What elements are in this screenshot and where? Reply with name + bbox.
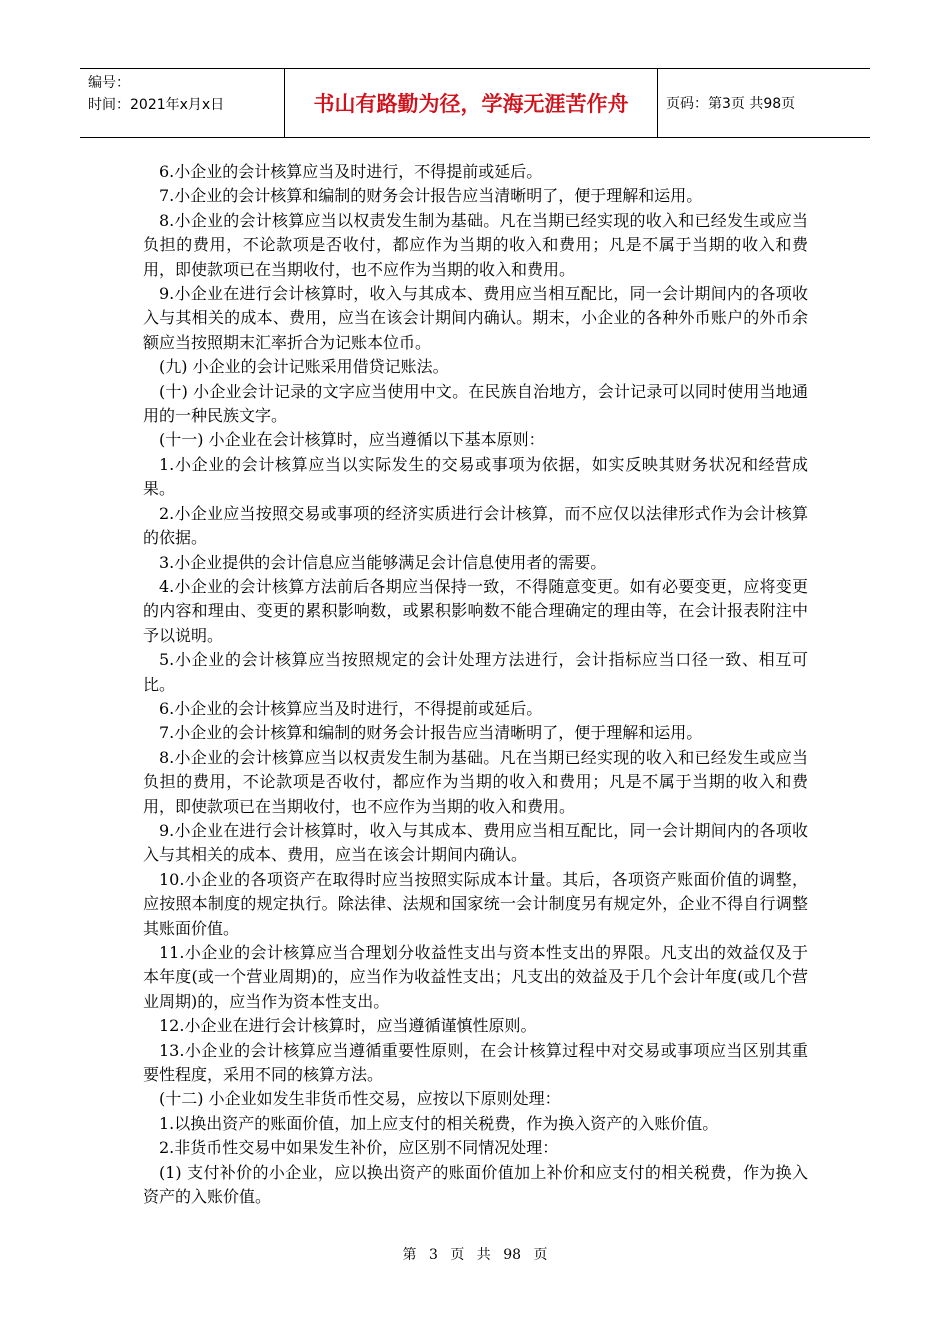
paragraph: (十二) 小企业如发生非货币性交易，应按以下原则处理： xyxy=(159,1089,561,1109)
paragraph: (十) 小企业会计记录的文字应当使用中文。在民族自治地方，会计记录可以同时使用当地通用的一种民族文字。 xyxy=(143,381,808,426)
paragraph: 7.小企业的会计核算和编制的财务会计报告应当清晰明了，便于理解和运用。 xyxy=(159,723,703,743)
header-motto: 书山有路勤为径，学海无涯苦作舟 xyxy=(284,69,658,137)
paragraph: 7.小企业的会计核算和编制的财务会计报告应当清晰明了，便于理解和运用。 xyxy=(159,186,703,206)
paragraph: 1.小企业的会计核算应当以实际发生的交易或事项为依据，如实反映其财务状况和经营成果。 xyxy=(143,454,808,499)
document-number-label: 编号： xyxy=(88,75,130,91)
paragraph: (十一) 小企业在会计核算时，应当遵循以下基本原则： xyxy=(159,430,545,450)
header-meta xyxy=(80,69,284,137)
paragraph: 11.小企业的会计核算应当合理划分收益性支出与资本性支出的界限。凡支出的效益仅及于本年度(或一个营业周期)的，应当作为收益性支出；凡支出的效益及于几个会计年度(或几个营业周期)的，应当作为资本性支出。 xyxy=(143,943,808,1011)
paragraph: 10.小企业的各项资产在取得时应当按照实际成本计量。其后，各项资产账面价值的调整，应按照本制度的规定执行。除法律、法规和国家统一会计制度另有规定外，企业不得自行调整其账面价值。 xyxy=(143,869,808,938)
footer-text: 页 xyxy=(533,1247,548,1263)
footer-total-pages: 98 xyxy=(503,1247,522,1263)
paragraph: 3.小企业提供的会计信息应当能够满足会计信息使用者的需要。 xyxy=(159,552,607,572)
paragraph: 4.小企业的会计核算方法前后各期应当保持一致，不得随意变更。如有必要变更，应将变更的内容和理由、变更的累积影响数，或累积影响数不能合理确定的理由等，在会计报表附注中予以说明。 xyxy=(143,576,808,645)
paragraph: 6.小企业的会计核算应当及时进行，不得提前或延后。 xyxy=(159,698,543,718)
paragraph: 8.小企业的会计核算应当以权责发生制为基础。凡在当期已经实现的收入和已经发生或应当负担的费用，不论款项是否收付，都应作为当期的收入和费用；凡是不属于当期的收入和费用，即使款项已在当期收付，也不应作为当期的收入和费用。 xyxy=(143,210,808,279)
paragraph: 2.非货币性交易中如果发生补价，应区别不同情况处理： xyxy=(159,1138,559,1158)
footer-text: 共 xyxy=(476,1247,491,1263)
header-page-number: 页码：第3页 共98页 xyxy=(666,96,796,112)
page-footer xyxy=(0,1244,950,1264)
paragraph: 1.以换出资产的账面价值，加上应支付的相关税费，作为换入资产的入账价值。 xyxy=(159,1113,719,1133)
paragraph: 2.小企业应当按照交易或事项的经济实质进行会计核算，而不应仅以法律形式作为会计核算的依据。 xyxy=(143,503,808,548)
paragraph: 9.小企业在进行会计核算时，收入与其成本、费用应当相互配比，同一会计期间内的各项收入与其相关的成本、费用，应当在该会计期间内确认。 xyxy=(143,820,808,865)
document-body xyxy=(143,160,808,1209)
paragraph: 9.小企业在进行会计核算时，收入与其成本、费用应当相互配比，同一会计期间内的各项收入与其相关的成本、费用，应当在该会计期间内确认。期末，小企业的各种外币账户的外币余额应当按照期末汇率折合为记账本位币。 xyxy=(143,284,808,352)
paragraph: 12.小企业在进行会计核算时，应当遵循谨慎性原则。 xyxy=(159,1016,537,1036)
paragraph: 5.小企业的会计核算应当按照规定的会计处理方法进行，会计指标应当口径一致、相互可比。 xyxy=(143,650,808,694)
paragraph: (九) 小企业的会计记账采用借贷记账法。 xyxy=(159,357,449,377)
paragraph: 8.小企业的会计核算应当以权责发生制为基础。凡在当期已经实现的收入和已经发生或应当负担的费用，不论款项是否收付，都应作为当期的收入和费用；凡是不属于当期的收入和费用，即使款项已在当期收付，也不应作为当期的收入和费用。 xyxy=(143,747,808,816)
footer-text: 页 xyxy=(450,1247,465,1263)
paragraph: 6.小企业的会计核算应当及时进行，不得提前或延后。 xyxy=(159,162,543,181)
paragraph: 13.小企业的会计核算应当遵循重要性原则，在会计核算过程中对交易或事项应当区别其重要性程度，采用不同的核算方法。 xyxy=(143,1040,808,1085)
footer-current-page: 3 xyxy=(428,1247,438,1263)
date-label: 时间：2021年x月x日 xyxy=(88,97,225,113)
page-header xyxy=(80,68,870,138)
footer-text: 第 xyxy=(402,1247,417,1263)
paragraph: (1) 支付补价的小企业，应以换出资产的账面价值加上补价和应支付的相关税费，作为换入资产的入账价值。 xyxy=(143,1162,808,1207)
